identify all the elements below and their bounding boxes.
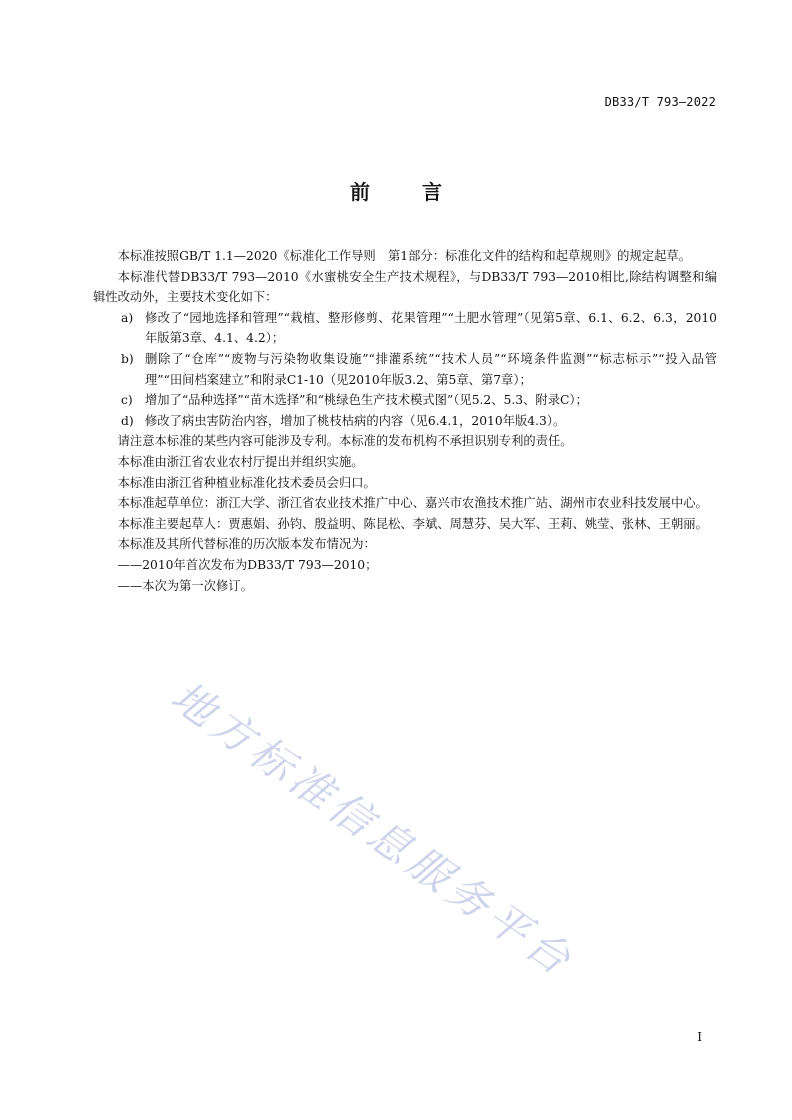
list-item-a	[93, 308, 717, 349]
document-body	[93, 246, 717, 596]
page-number: I	[697, 1030, 702, 1044]
list-item-c	[93, 390, 717, 411]
list-item-b	[93, 349, 717, 390]
paragraph-committee: 本标准由浙江省种植业标准化技术委员会归口。	[117, 475, 376, 490]
document-code: DB33/T 793—2022	[604, 95, 716, 109]
paragraph-version-history: 本标准及其所代替标准的历次版本发布情况为：	[117, 537, 376, 552]
list-marker: c)	[121, 393, 133, 408]
paragraph-patent-notice: 请注意本标准的某些内容可能涉及专利。本标准的发布机构不承担识别专利的责任。	[117, 434, 573, 449]
list-marker: d)	[121, 413, 134, 428]
page-title	[0, 176, 792, 205]
paragraph-proposer: 本标准由浙江省农业农村厅提出并组织实施。	[117, 454, 364, 469]
list-item-d	[93, 411, 717, 432]
paragraph-drafting-rules: 本标准按照GB/T 1.1—2020《标准化工作导则 第1部分：标准化文件的结构和起草规则》的规定起草。	[117, 249, 691, 263]
paragraph-drafters: 本标准主要起草人：贾惠娟、孙钧、殷益明、陈昆松、李斌、周慧芬、吴大军、王莉、姚莹、张林、王朝丽。	[117, 516, 708, 531]
list-item-text: 增加了“品种选择”“苗木选择”和“桃绿色生产技术模式图”（见5.2、5.3、附录C）；	[145, 393, 588, 408]
paragraph-replacement: 本标准代替DB33/T 793—2010《水蜜桃安全生产技术规程》，与DB33/T 793—2010相比,除结构调整和编辑性改动外，主要技术变化如下：	[93, 269, 717, 305]
list-item-text: 修改了病虫害防治内容，增加了桃枝枯病的内容（见6.4.1，2010年版4.3）。	[145, 413, 566, 428]
version-history-item: ——本次为第一次修订。	[117, 578, 253, 593]
list-marker: a)	[121, 310, 134, 325]
list-item-text: 修改了“园地选择和管理”“栽植、整形修剪、花果管理”“土肥水管理”（见第5章、6.1、6.2、6.3，2010年版第3章、4.1、4.2）；	[145, 310, 717, 346]
paragraph-drafting-units: 本标准起草单位：浙江大学、浙江省农业技术推广中心、嘉兴市农渔技术推广站、湖州市农业科技发展中心。	[117, 496, 708, 511]
title-char-1: 前	[350, 180, 370, 204]
list-marker: b)	[121, 351, 134, 366]
version-history-item: ——2010年首次发布为DB33/T 793—2010；	[117, 557, 378, 572]
title-char-2: 言	[422, 180, 442, 204]
list-item-text: 删除了“仓库”“废物与污染物收集设施”“排灌系统”“技术人员”“环境条件监测”“标志标示”“投入品管理”“田间档案建立”和附录C1-10（见2010年版3.2、第5章、第7章）；	[145, 351, 717, 387]
watermark: 地方标准信息服务平台	[162, 671, 584, 988]
